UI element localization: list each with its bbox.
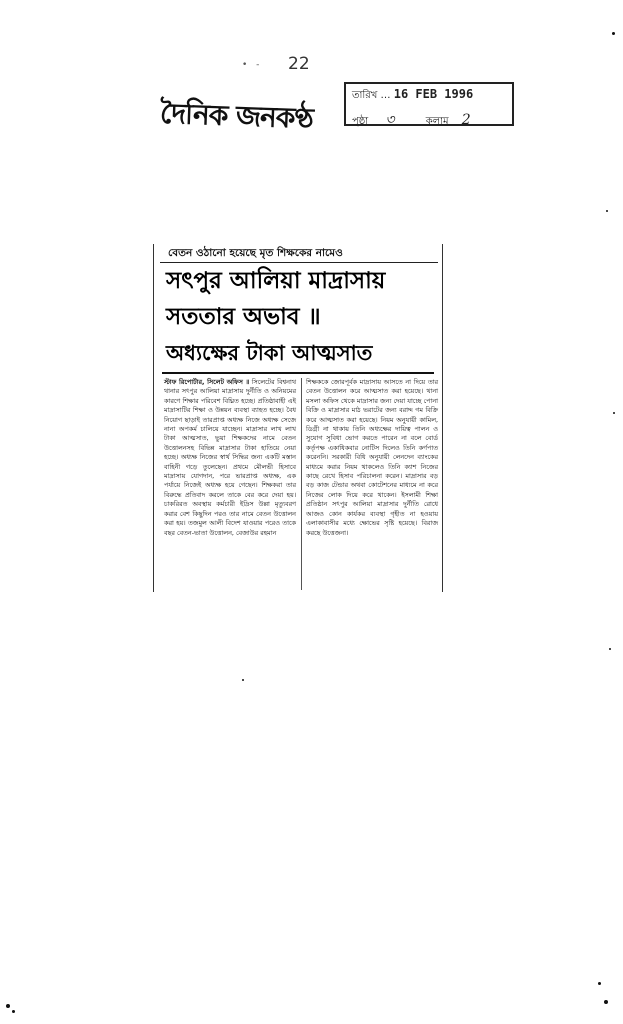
article-kicker: বেতন ওঠানো হয়েছে মৃত শিক্ষকের নামেও bbox=[160, 244, 438, 263]
article-column-1 bbox=[164, 378, 296, 590]
article-column-2 bbox=[306, 378, 438, 590]
page-dots: • - bbox=[242, 60, 263, 70]
scan-speck bbox=[613, 412, 615, 414]
stamp-column-label: কলাম bbox=[425, 116, 449, 127]
article-byline: স্টাফ রিপোর্টার, সিলেট অফিস ॥ bbox=[164, 378, 250, 386]
scan-speck bbox=[6, 1004, 10, 1008]
stamp-page-label: পৃষ্ঠা bbox=[352, 116, 369, 127]
scan-speck bbox=[606, 210, 608, 212]
stamp-date-value: 16 FEB 1996 bbox=[393, 87, 474, 101]
stamp-date-row: তারিখ … 16 FEB 1996 bbox=[352, 87, 474, 101]
headline-line-3: অধ্যক্ষের টাকা আত্মসাত bbox=[166, 340, 373, 365]
newspaper-clipping bbox=[153, 244, 443, 592]
headline-line-1: সৎপুর আলিয়া মাদ্রাসায় bbox=[166, 267, 386, 294]
article-column-2-text: শিক্ষককে জোরপূর্বক মাদ্রাসায় আসতে না দিয়ে তার বেতন উত্তোলন করে আত্মসাত করা হয়েছে। থানা মসলা অফিস থেকে মাদ্রাসার জন্য দেয়া যাচ্ছে পোনা বিক্রি ও মাদ্রাসার মাঠ ভরাটের জন্য বরাদ্দ গম বিক্রি করে আত্মসাত করা হয়েছে। নিয়ম অনুযায়ী কামিল, ডিগ্রী না থাকায় তিনি অধ্যক্ষের দায়িত্ব পালন ও সুযোগ সুবিধা ভোগ করতে পারেন না বলে বোর্ড কর্তৃপক্ষ একাধিকবার নোটিস দিলেও তিনি কর্ণপাত করেননি। সরকারী বিধি অনুযায়ী লেনদেন ব্যাংকের মাধ্যমে করার নিয়ম থাকলেও তিনি ক্যাশ নিজের কাছে রেখে হিসাব পরিচালনা করেন। মাদ্রাসার বড় বড় কাজ টেন্ডার অথবা কোটেশনের মাধ্যমে না করে নিজের লোক দিয়ে করে থাকেন। ইসলামী শিক্ষা প্রতিষ্ঠান সৎপুর আলিয়া মাদ্রাসার দুর্নীতি রোধে আজও কোন কার্যকর ব্যবস্থা গৃহীত না হওয়ায় এলাকাবাসীর মধ্যে ক্ষোভের সৃষ্টি হয়েছে। বিরাজ করছে উত্তেজনা। bbox=[306, 378, 438, 537]
archive-stamp bbox=[344, 82, 514, 126]
page-number: 22 bbox=[288, 54, 310, 74]
headline-rule bbox=[162, 372, 434, 374]
scan-speck bbox=[242, 679, 244, 681]
stamp-date-label: তারিখ bbox=[352, 90, 378, 101]
newspaper-masthead: দৈনিক জনকণ্ঠ bbox=[159, 96, 314, 136]
scan-speck bbox=[604, 1000, 608, 1004]
scan-speck bbox=[598, 982, 601, 985]
article-column-1-text: সিলেটের বিশ্বনাথ থানার সৎপুর আলিয়া মাদ্রাসায় দুর্নীতি ও অনিয়মের কারণে শিক্ষার পরিবেশ বিঘ্নিত হচ্ছে। প্রতিষ্ঠাবাহী এই মাদ্রাসাটির শিক্ষা ও উন্নয়ন ব্যবস্থা ব্যাহত হচ্ছে। বৈধ নিয়োগ ছাড়াই তারপ্রাপ্ত অধ্যক্ষ নিজে অধ্যক্ষ সেজে নানা অপকর্ম চালিয়ে যাচ্ছেন। মাদ্রাসার লাখ লাখ টাকা আত্মসাত, ভুয়া শিক্ষকদের নামে বেতন উত্তোলনসহ বিভিন্ন মাদ্রাসার টাকা হাতিয়ে নেয়া হচ্ছে। অধ্যক্ষ নিজের স্বার্থ সিদ্ধির জন্য একটি মস্তান বাহিনী গড়ে তুলেছেন। প্রথমে মৌলভী হিসাবে মাদ্রাসায় যোগদান, পরে ভারপ্রাপ্ত অধ্যক্ষ, এক পর্যায়ে নিজেই অধ্যক্ষ হয়ে গেছেন। শিক্ষকরা তার বিরুদ্ধে প্রতিবাদ করলে তাকে বের করে দেয়া হয়। চাকরিরত অবস্থায় কর্মচারী ইদ্রিস উল্লা মৃত্যুবরণ করার বেশ কিছুদিন পরও তার নামে বেতন উত্তোলন করা হয়। তজমুল আলী বিদেশ যাওয়ার পরেও তাকে বছর বেতন-ভাতা উত্তোলন, বেজাউর রহমান bbox=[164, 378, 296, 537]
stamp-column-value: 2 bbox=[461, 112, 471, 128]
scan-speck bbox=[12, 1010, 15, 1013]
scan-speck bbox=[609, 648, 611, 650]
column-divider bbox=[301, 378, 302, 590]
scan-speck bbox=[612, 32, 615, 35]
stamp-page-value: ৩ bbox=[385, 112, 395, 128]
headline-line-2: সততার অভাব ॥ bbox=[166, 303, 321, 330]
stamp-page-row bbox=[352, 108, 471, 132]
